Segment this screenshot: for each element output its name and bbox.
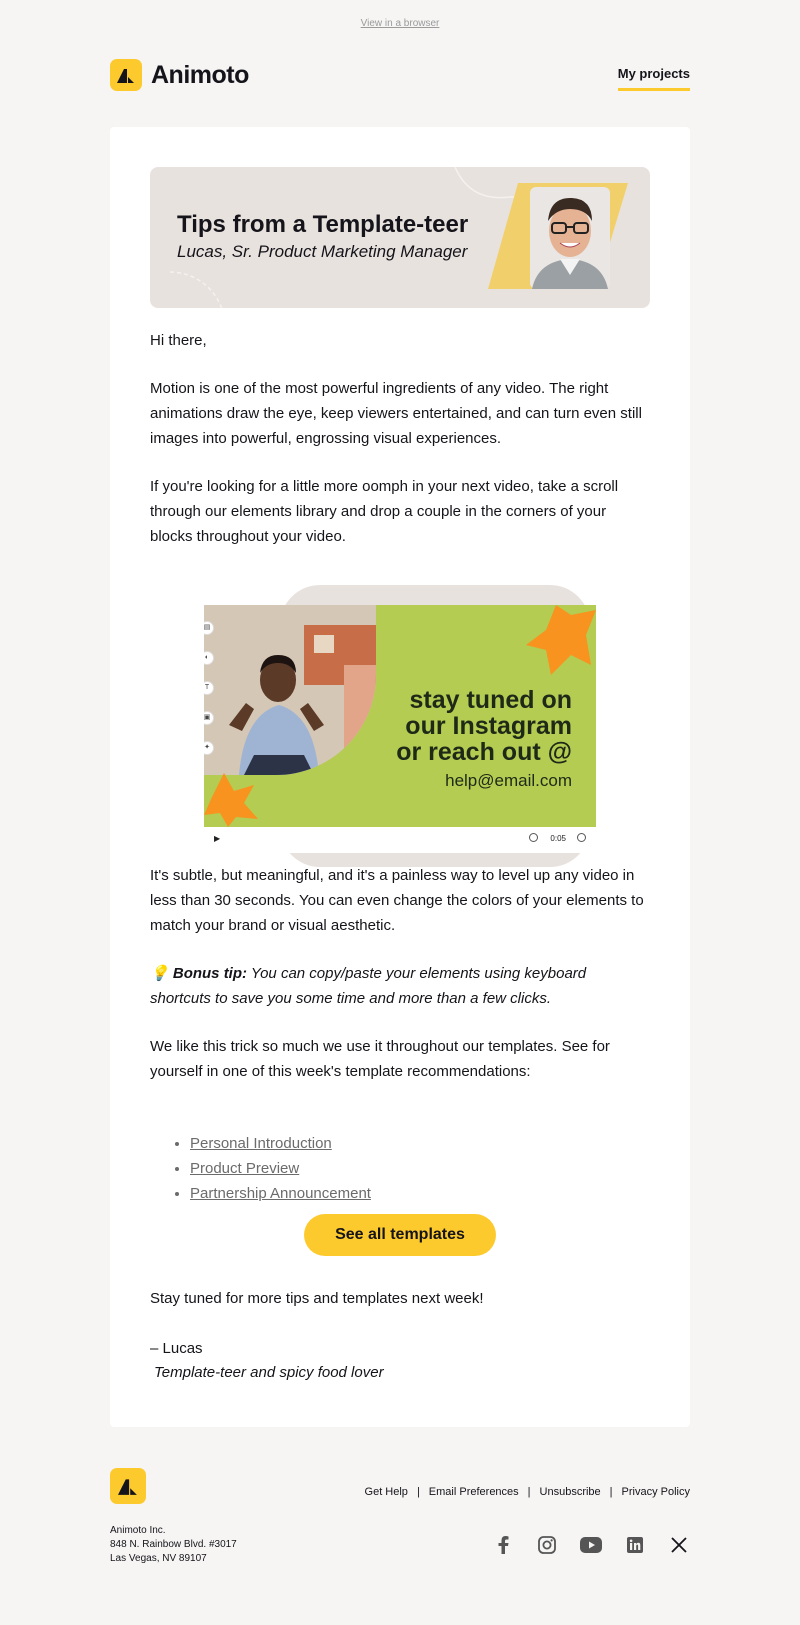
youtube-icon[interactable] bbox=[580, 1534, 602, 1556]
lightbulb-icon: 💡 bbox=[150, 965, 169, 982]
orange-starburst-bottom bbox=[204, 773, 258, 827]
list-item bbox=[190, 1131, 371, 1156]
element-tool-icon[interactable]: ✦ bbox=[204, 741, 214, 755]
fullscreen-icon[interactable] bbox=[577, 833, 586, 842]
video-time: 0:05 bbox=[550, 834, 566, 843]
bonus-tip-label: Bonus tip: bbox=[172, 965, 248, 982]
video-line-2: our Instagram bbox=[405, 712, 572, 740]
view-in-browser-link[interactable]: View in a browser bbox=[360, 18, 440, 29]
brand-name: Animoto bbox=[151, 60, 249, 89]
decor-circle-icon bbox=[170, 267, 230, 308]
animoto-logo-icon bbox=[110, 59, 142, 91]
email-header bbox=[110, 59, 690, 95]
divider: | bbox=[609, 1486, 613, 1498]
paragraph-oomph: If you're looking for a little more oomph in your next video, take a scroll through our elements library and drop a couple in the corners of your blocks throughout your video. bbox=[150, 478, 619, 545]
company-name: Animoto Inc. bbox=[110, 1525, 166, 1536]
social-links bbox=[470, 1534, 690, 1556]
closing-line: Stay tuned for more tips and templates next week! bbox=[150, 1290, 484, 1307]
video-preview[interactable] bbox=[200, 585, 600, 867]
get-help-link[interactable]: Get Help bbox=[364, 1486, 408, 1498]
banner-subtitle: Lucas, Sr. Product Marketing Manager bbox=[177, 242, 468, 261]
play-icon[interactable]: ▶ bbox=[214, 834, 221, 843]
list-item bbox=[190, 1181, 371, 1206]
unsubscribe-link[interactable]: Unsubscribe bbox=[539, 1486, 601, 1498]
author-portrait bbox=[488, 183, 628, 289]
privacy-policy-link[interactable]: Privacy Policy bbox=[621, 1486, 690, 1498]
bonus-tip bbox=[150, 961, 650, 1011]
x-icon[interactable] bbox=[668, 1534, 690, 1556]
volume-icon[interactable] bbox=[529, 833, 538, 842]
video-overlay-text bbox=[396, 687, 572, 765]
video-controls bbox=[204, 827, 596, 853]
text-tool-icon[interactable]: T bbox=[204, 681, 214, 695]
template-link-product-preview[interactable]: Product Preview bbox=[190, 1160, 300, 1177]
see-all-templates-button[interactable]: See all templates bbox=[304, 1214, 496, 1256]
presenter-photo bbox=[204, 605, 376, 775]
divider: | bbox=[527, 1486, 531, 1498]
linkedin-icon[interactable] bbox=[624, 1534, 646, 1556]
video-line-3: or reach out @ bbox=[396, 738, 572, 766]
company-address bbox=[110, 1524, 237, 1566]
video-frame bbox=[204, 605, 596, 827]
signature-title: Template-teer and spicy food lover bbox=[154, 1364, 384, 1381]
orange-starburst-top bbox=[516, 605, 596, 685]
list-item bbox=[190, 1156, 371, 1181]
template-list bbox=[190, 1131, 371, 1206]
color-tool-icon[interactable]: ◐ bbox=[204, 651, 214, 665]
email-preferences-link[interactable]: Email Preferences bbox=[428, 1486, 519, 1498]
address-line-1: 848 N. Rainbow Blvd. #3017 bbox=[110, 1539, 237, 1550]
video-line-1: stay tuned on bbox=[409, 686, 572, 714]
tips-banner bbox=[150, 167, 650, 308]
video-email: help@email.com bbox=[445, 771, 572, 790]
template-link-partnership-announcement[interactable]: Partnership Announcement bbox=[190, 1185, 371, 1202]
animoto-logo[interactable] bbox=[110, 59, 249, 91]
paragraph-subtle: It's subtle, but meaningful, and it's a painless way to level up any video in less than 30 seconds. You can even change the colors of your elements to match your brand or visual aesthetic. bbox=[150, 867, 644, 934]
my-projects-link[interactable]: My projects bbox=[618, 66, 690, 91]
paragraph-motion: Motion is one of the most powerful ingredients of any video. The right animations draw the eye, keep viewers entertained, and can turn even still images into powerful, engrossing visual experiences. bbox=[150, 380, 642, 447]
greeting: Hi there, bbox=[150, 332, 207, 349]
instagram-icon[interactable] bbox=[536, 1534, 558, 1556]
footer-links bbox=[365, 1486, 690, 1498]
view-in-browser-bar bbox=[0, 13, 800, 31]
divider: | bbox=[416, 1486, 420, 1498]
paragraph-trick: We like this trick so much we use it throughout our templates. See for yourself in one of this week's template recommendations: bbox=[150, 1038, 610, 1080]
image-tool-icon[interactable]: ▣ bbox=[204, 711, 214, 725]
footer-logo-icon[interactable] bbox=[110, 1468, 146, 1504]
facebook-icon[interactable] bbox=[492, 1534, 514, 1556]
email-card bbox=[110, 127, 690, 1427]
bonus-tip-text: You can copy/paste your elements using keyboard shortcuts to save you some time and more than a few clicks. bbox=[150, 965, 587, 1007]
address-line-2: Las Vegas, NV 89107 bbox=[110, 1553, 207, 1564]
banner-title: Tips from a Template-teer bbox=[177, 211, 469, 238]
signoff: – Lucas bbox=[150, 1340, 203, 1357]
template-link-personal-introduction[interactable]: Personal Introduction bbox=[190, 1135, 332, 1152]
layout-tool-icon[interactable]: ▤ bbox=[204, 621, 214, 635]
